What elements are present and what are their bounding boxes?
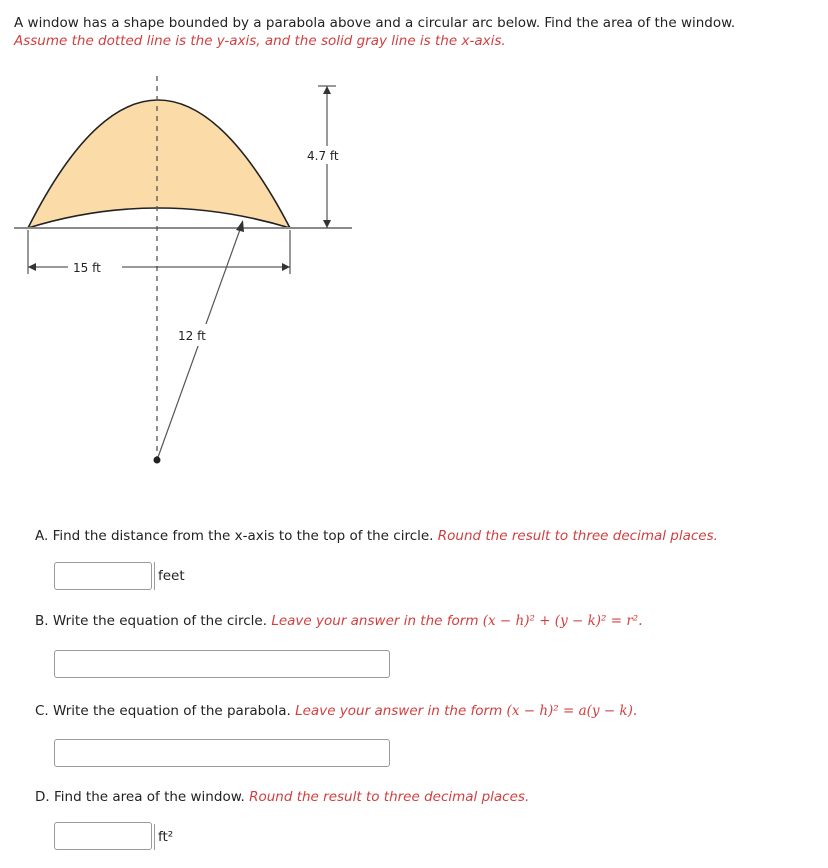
width-arrow-left bbox=[28, 263, 36, 271]
height-label: 4.7 ft bbox=[307, 149, 339, 163]
question-b-form: (x − h)² + (y − k)² = r². bbox=[482, 613, 643, 629]
question-a-text: A. Find the distance from the x-axis to the top of the circle. bbox=[35, 528, 434, 544]
answer-a-input[interactable] bbox=[54, 562, 152, 590]
radius-label: 12 ft bbox=[178, 329, 206, 343]
window-diagram bbox=[0, 60, 420, 480]
question-c bbox=[35, 703, 637, 719]
height-arrow-up bbox=[323, 86, 331, 94]
problem-statement bbox=[14, 14, 735, 50]
question-d bbox=[35, 789, 529, 805]
question-b-text: B. Write the equation of the circle. bbox=[35, 613, 268, 629]
answer-c-input[interactable] bbox=[54, 739, 390, 767]
width-label: 15 ft bbox=[73, 261, 101, 275]
question-a-hint: Round the result to three decimal places. bbox=[437, 528, 718, 544]
answer-d-input[interactable] bbox=[54, 822, 152, 850]
question-a bbox=[35, 528, 718, 544]
circle-center-point bbox=[154, 457, 161, 464]
question-c-form: (x − h)² = a(y − k). bbox=[506, 703, 638, 719]
problem-assumption: Assume the dotted line is the y-axis, and the solid gray line is the x-axis. bbox=[14, 33, 506, 49]
question-c-hint: Leave your answer in the form bbox=[295, 703, 503, 719]
width-arrow-right bbox=[282, 263, 290, 271]
question-b-hint: Leave your answer in the form bbox=[271, 613, 479, 629]
radius-arrow bbox=[236, 220, 244, 232]
question-b bbox=[35, 613, 643, 629]
problem-text: A window has a shape bounded by a parabola above and a circular arc below. Find the area of the window. bbox=[14, 15, 736, 31]
answer-b-input[interactable] bbox=[54, 650, 390, 678]
window-shape bbox=[28, 100, 290, 228]
answer-a-unit: feet bbox=[154, 562, 185, 590]
answer-d-unit: ft² bbox=[154, 824, 173, 850]
question-d-text: D. Find the area of the window. bbox=[35, 789, 245, 805]
question-d-hint: Round the result to three decimal places. bbox=[249, 789, 530, 805]
height-arrow-down bbox=[323, 220, 331, 228]
question-c-text: C. Write the equation of the parabola. bbox=[35, 703, 291, 719]
